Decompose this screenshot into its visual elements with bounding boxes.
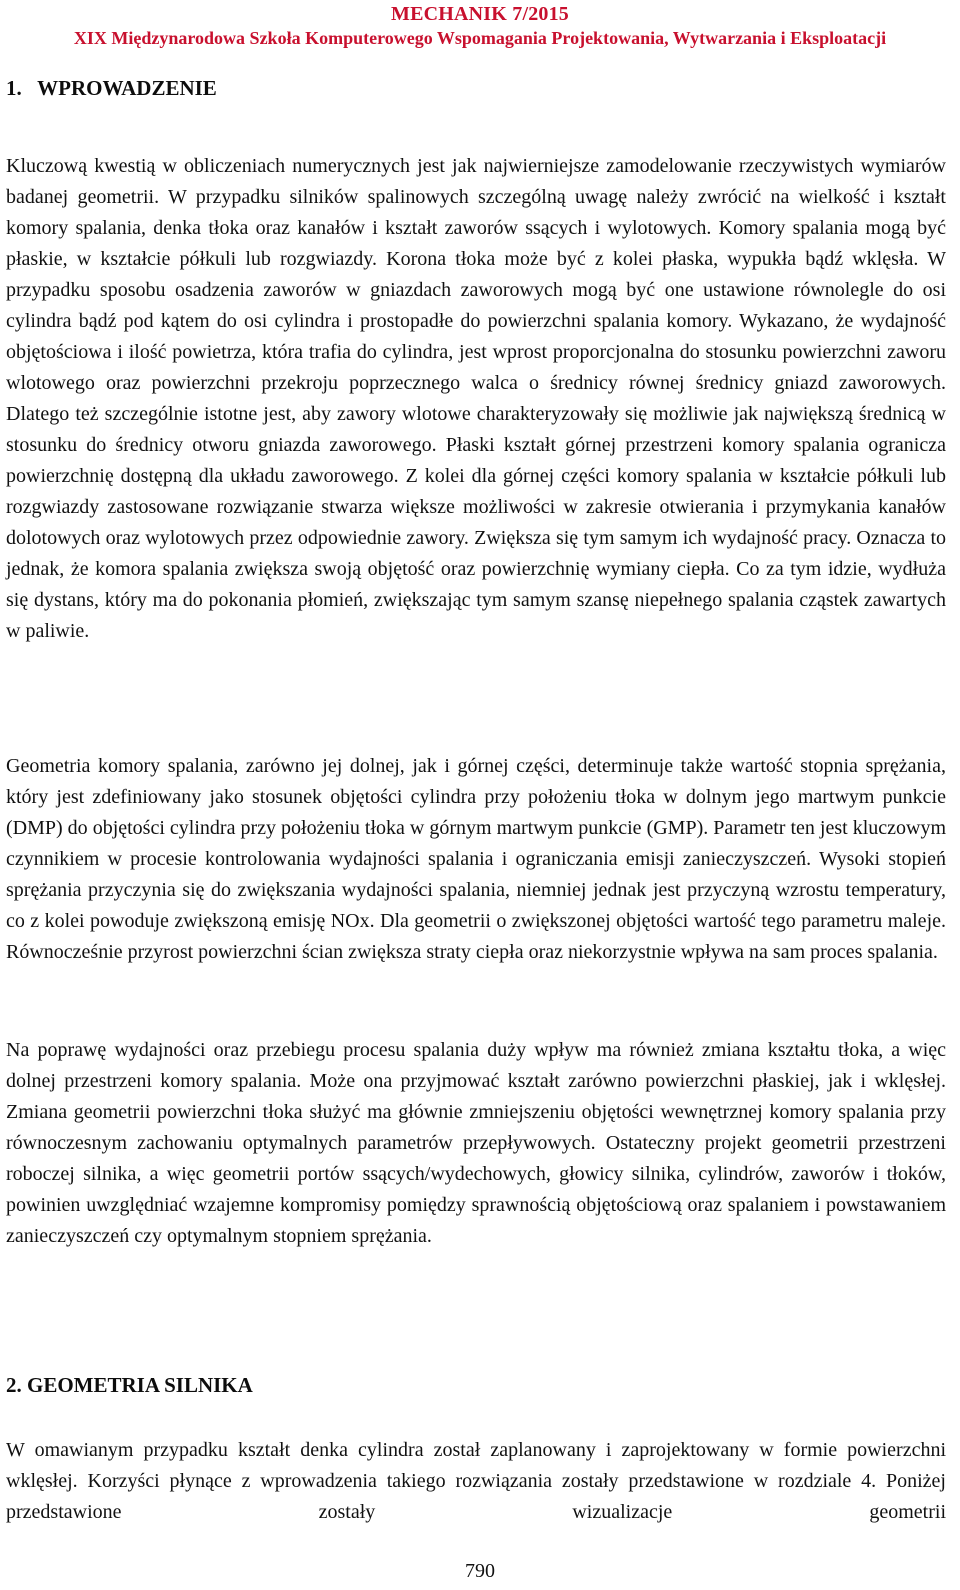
journal-header: MECHANIK 7/2015 [391, 3, 569, 25]
page-number: 790 [465, 1560, 495, 1582]
section-heading-1: 1. WPROWADZENIE [6, 76, 217, 100]
paragraph-4: W omawianym przypadku kształt denka cylindra został zaplanowany i zaprojektowany w formie powierzchni wklęsłej. Korzyści płynące z wprowadzenia takiego rozwiązania zostały przedstawione w rozdziale 4. Poniżej przedstawione zostały wizualizacje geometrii [6, 1439, 946, 1523]
paragraph-1: Kluczową kwestią w obliczeniach numerycznych jest jak najwierniejsze zamodelowanie rzeczywistych wymiarów badanej geometrii. W przypadku silników spalinowych szczególną uwagę należy zwrócić na wielkość i kształt komory spalania, denka tłoka oraz kanałów i kształt zaworów ssących i wylotowych. Komory spalania mogą być płaskie, w kształcie półkuli lub rozgwiazdy. Korona tłoka może być z kolei płaska, wypukła bądź wklęsła. W przypadku sposobu osadzenia zaworów w gniazdach zaworowych mogą być one ustawione równolegle do osi cylindra bądź pod kątem do osi cylindra i prostopadłe do powierzchni spalania komory. Wykazano, że wydajność objętościowa i ilość powietrza, która trafia do cylindra, jest wprost proporcjonalna do stosunku powierzchni zaworu wlotowego oraz powierzchni przekroju poprzecznego walca o średnicy równej średnicy gniazd zaworowych. Dlatego też szczególnie istotne jest, aby zawory wlotowe charakteryzowały się możliwie jak największą średnicą w stosunku do średnicy otworu gniazda zaworowego. Płaski kształt górnej przestrzeni komory spalania ogranicza powierzchnię dostępną dla układu zaworowego. Z kolei dla górnej części komory spalania w kształcie półkuli lub rozgwiazdy zastosowane rozwiązanie stwarza większe możliwości w zakresie otwierania i przymykania kanałów dolotowych oraz wylotowych przez odpowiednie zawory. Zwiększa się tym samym ich wydajność pracy. Oznacza to jednak, że komora spalania zwiększa swoją objętość oraz powierzchnię wymiany ciepła. Co za tym idzie, wydłuża się dystans, który ma do pokonania płomień, zwiększając tym samym szansę niepełnego spalania cząstek zawartych w paliwie. [6, 155, 946, 642]
conference-header: XIX Międzynarodowa Szkoła Komputerowego Wspomagania Projektowania, Wytwarzania i Eksploatacji [73, 28, 887, 48]
paragraph-2: Geometria komory spalania, zarówno jej dolnej, jak i górnej części, determinuje także wartość stopnia sprężania, który jest zdefiniowany jako stosunek objętości cylindra przy położeniu tłoka w dolnym jego martwym punkcie (DMP) do objętości cylindra przy położeniu tłoka w górnym martwym punkcie (GMP). Parametr ten jest kluczowym czynnikiem w procesie kontrolowania wydajności spalania i ograniczania emisji zanieczyszczeń. Wysoki stopień sprężania przyczynia się do zwiększania wydajności spalania, niemniej jednak jest przyczyną wzrostu temperatury, co z kolei powoduje zwiększoną emisję NOx. Dla geometrii o zwiększonej objętości wartość tego parametru maleje. Równocześnie przyrost powierzchni ścian zwiększa straty ciepła oraz niekorzystnie wpływa na sam proces spalania. [6, 755, 946, 963]
section-heading-2: 2. GEOMETRIA SILNIKA [6, 1373, 253, 1397]
paragraph-3: Na poprawę wydajności oraz przebiegu procesu spalania duży wpływ ma również zmiana kształtu tłoka, a więc dolnej przestrzeni komory spalania. Może ona przyjmować kształt zarówno powierzchni płaskiej, jak i wklęsłej. Zmiana geometrii powierzchni tłoka służyć ma głównie zmniejszeniu objętości wewnętrznej komory spalania przy równoczesnym zachowaniu optymalnych parametrów przepływowych. Ostateczny projekt geometrii przestrzeni roboczej silnika, a więc geometrii portów ssących/wydechowych, głowicy silnika, cylindrów, zaworów i tłoków, powinien uwzględniać wzajemne kompromisy pomiędzy sprawnością objętościową oraz spalaniem i powstawaniem zanieczyszczeń czy optymalnym stopniem sprężania. [6, 1039, 946, 1247]
